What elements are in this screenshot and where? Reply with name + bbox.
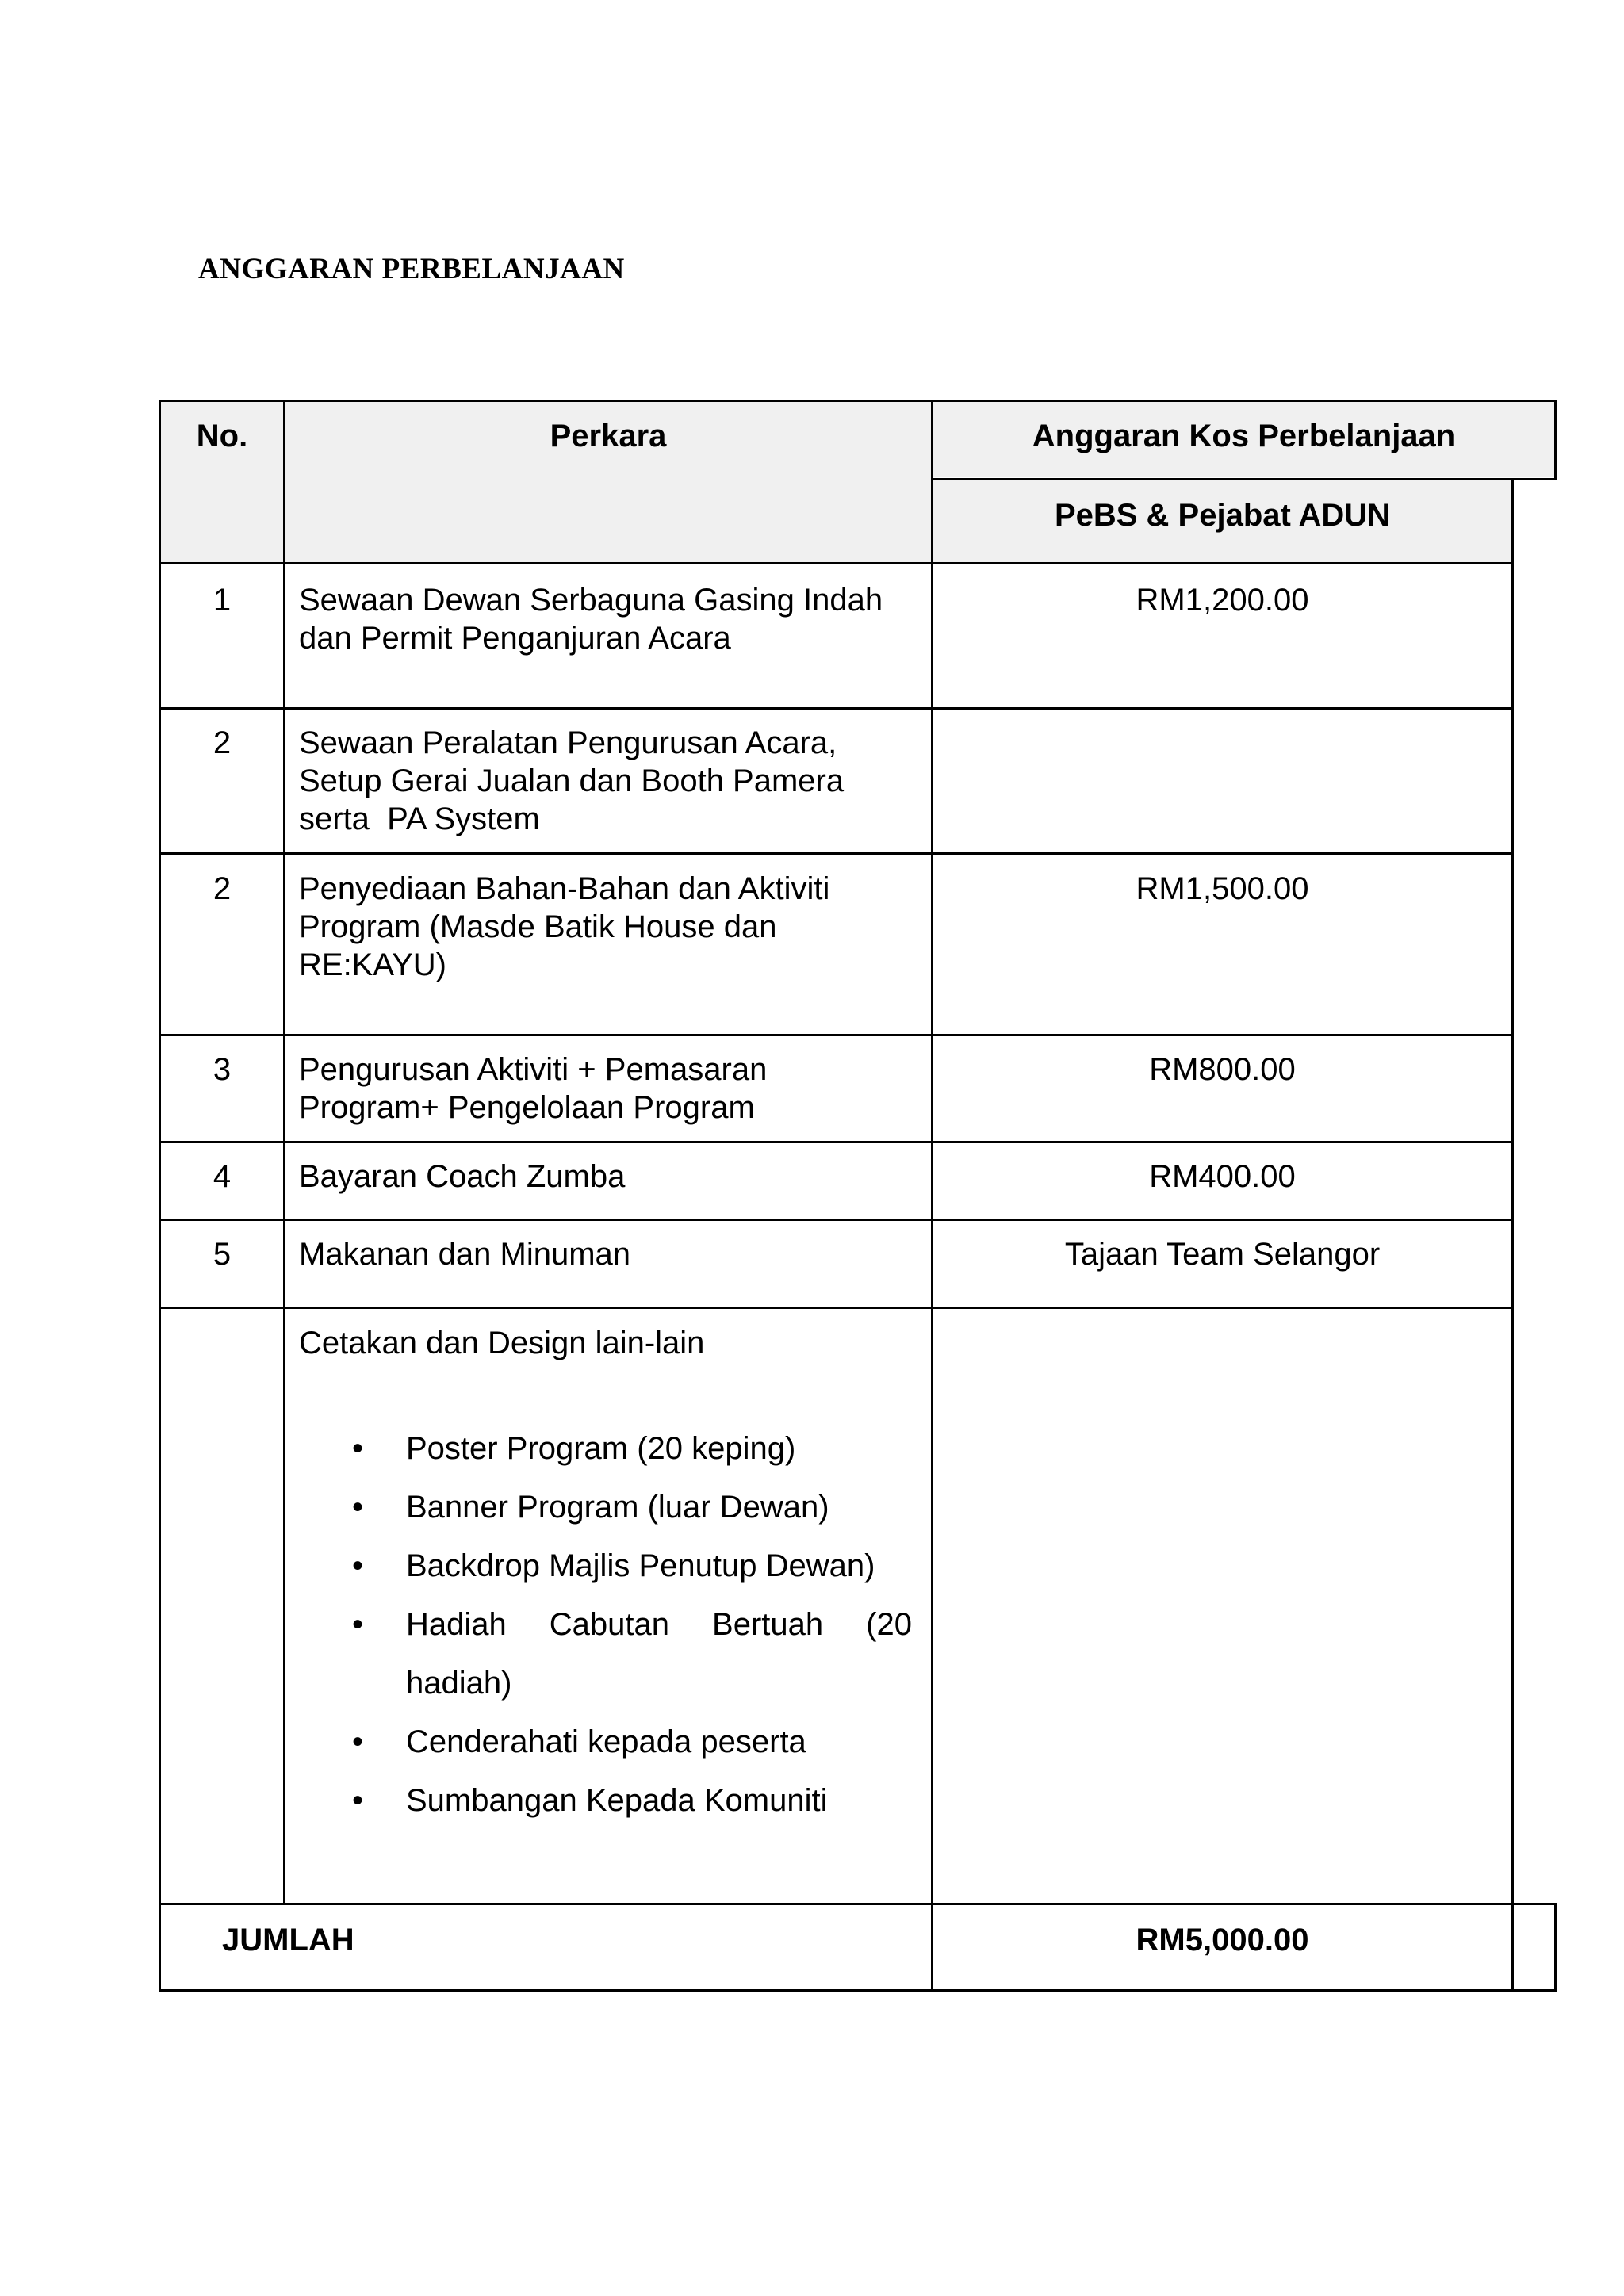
row-item [299, 1158, 925, 1196]
row-item-line: dan Permit Penganjuran Acara [299, 621, 731, 656]
total-value: RM5,000.00 [1136, 1923, 1309, 1957]
table-border-bottom [159, 1989, 1557, 1992]
row-item-line: Setup Gerai Jualan dan Booth Pamera [299, 763, 845, 798]
row-item [299, 1235, 925, 1273]
row-item [299, 724, 925, 838]
row-divider [159, 1219, 1514, 1221]
column-divider [1511, 478, 1514, 1992]
row-item [299, 581, 925, 657]
list-item: • Hadiah Cabutan Bertuah (20 [349, 1595, 912, 1654]
misc-heading: Cetakan dan Design lain-lain [299, 1326, 705, 1360]
row-number: 4 [213, 1159, 232, 1194]
row-divider [159, 707, 1514, 710]
row-item-line: Bayaran Coach Zumba [299, 1159, 626, 1194]
row-item-line: Pengurusan Aktiviti + Pemasaran [299, 1052, 768, 1087]
row-item-line: Program (Masde Batik House dan [299, 909, 777, 944]
row-number: 1 [213, 583, 232, 618]
row-number: 3 [213, 1052, 232, 1087]
row-number: 5 [213, 1237, 232, 1272]
row-divider [159, 1034, 1514, 1036]
row-cost: RM1,500.00 [1136, 871, 1309, 906]
column-divider [931, 400, 933, 1992]
header-no: No. [196, 419, 248, 453]
row-number: 2 [213, 725, 232, 760]
header-perkara: Perkara [550, 419, 667, 453]
header-divider [932, 478, 1557, 480]
document-title: ANGGARAN PERBELANJAAN [198, 253, 625, 285]
row-cost: RM400.00 [1149, 1159, 1296, 1194]
list-item-continuation: hadiah) [406, 1666, 512, 1701]
row-divider [159, 1307, 1514, 1309]
row-number: 2 [213, 871, 232, 906]
row-cost: Tajaan Team Selangor [1064, 1237, 1381, 1272]
row-divider [159, 1141, 1514, 1143]
column-divider [283, 400, 285, 1905]
table-border-right [1554, 1903, 1557, 1992]
row-item-line: Penyediaan Bahan-Bahan dan Aktiviti [299, 871, 830, 906]
table-border-right [1554, 400, 1557, 480]
row-item-line: Sewaan Peralatan Pengurusan Acara, [299, 725, 837, 760]
row-divider [159, 1903, 1557, 1905]
total-label: JUMLAH [222, 1923, 354, 1957]
header-sub: PeBS & Pejabat ADUN [1054, 498, 1391, 533]
row-item-line: RE:KAYU) [299, 947, 446, 982]
list-item: • Cenderahati kepada peserta [349, 1712, 912, 1771]
row-item-line: Makanan dan Minuman [299, 1237, 631, 1272]
row-cost: RM800.00 [1149, 1052, 1296, 1087]
table-border-left [159, 400, 161, 1992]
row-item-line: serta PA System [299, 802, 540, 836]
table-border-top [159, 400, 1557, 402]
list-item: • Sumbangan Kepada Komuniti [349, 1771, 912, 1830]
row-item-line: Program+ Pengelolaan Program [299, 1090, 755, 1125]
list-item: • Poster Program (20 keping) [349, 1419, 912, 1478]
row-item [299, 870, 925, 984]
header-anggaran: Anggaran Kos Perbelanjaan [1032, 419, 1456, 453]
row-divider [159, 852, 1514, 855]
list-item: • Banner Program (luar Dewan) [349, 1478, 912, 1536]
list-item: • Backdrop Majlis Penutup Dewan) [349, 1536, 912, 1595]
misc-list [349, 1419, 912, 1830]
row-cost: RM1,200.00 [1136, 583, 1309, 618]
row-divider [159, 562, 1514, 564]
row-item-line: Sewaan Dewan Serbaguna Gasing Indah [299, 583, 883, 618]
row-item [299, 1050, 925, 1127]
